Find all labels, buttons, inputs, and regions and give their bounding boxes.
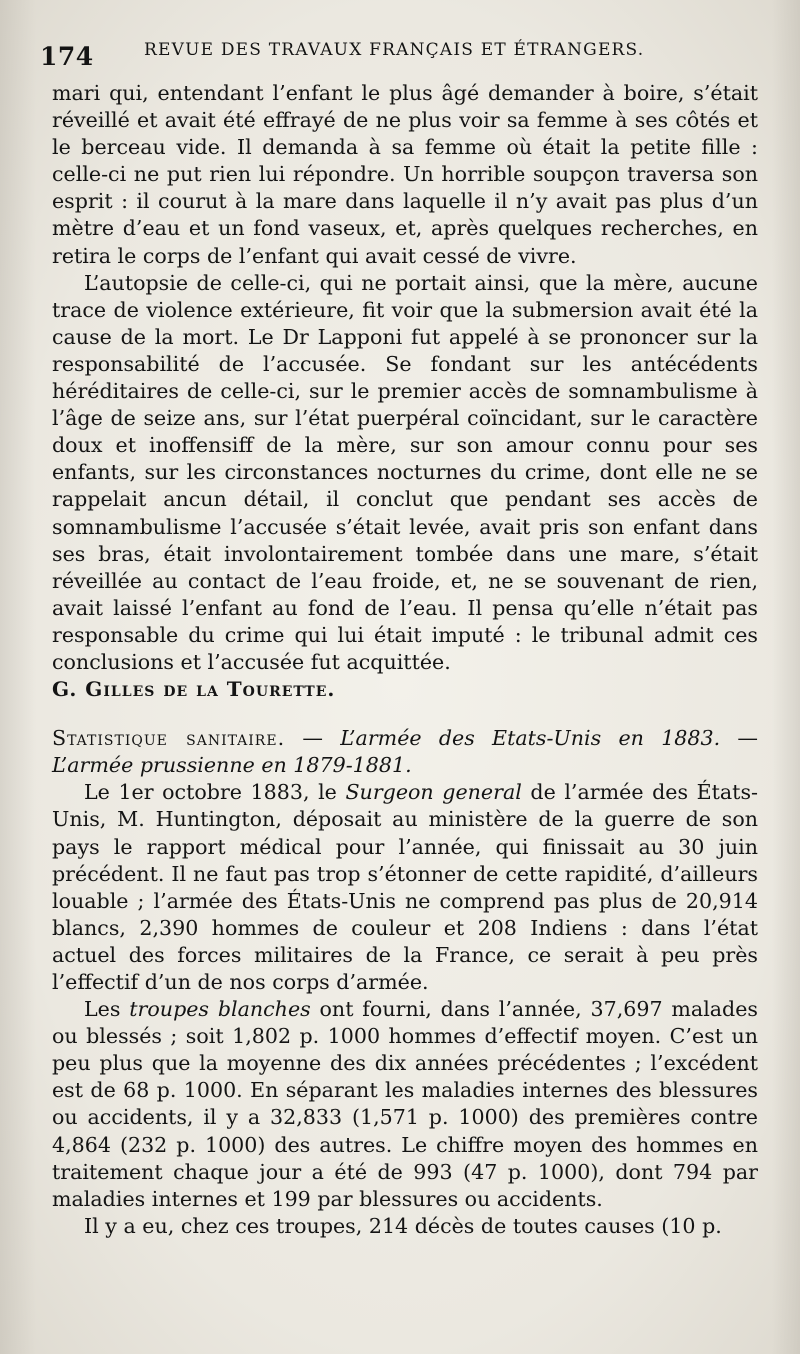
page-header [40, 28, 760, 78]
text-run: Le 1er octobre 1883, le [84, 780, 346, 805]
author-signature: G. Gilles de la Tourette. [52, 677, 336, 702]
text-run-italic: troupes blanches [129, 997, 311, 1022]
section-dash: — [285, 726, 341, 751]
section-dash: — [720, 726, 759, 751]
page-edge-shadow-right [772, 0, 800, 1354]
section-title-prussian-army: L’armée prussienne en 1879-1881. [52, 753, 412, 778]
text-run: de l’armée des États-Unis, M. Huntington, déposait au ministère de la guerre de son pays le rapport médical pour l’année, qui finissait au 30 juin précédent. Il ne faut pas trop s’étonner de cette rapidité, d’ailleurs louable ; l’armée des États-Unis ne comprend pas plus de 20,914 blancs, 2,390 hommes de couleur et 208 Indiens : dans l’état actuel des forces militaires de la France, ce serait à peu près l’effectif d’un de nos corps d’armée. [52, 780, 758, 994]
running-title: REVUE DES TRAVAUX FRANÇAIS ET ÉTRANGERS. [144, 40, 645, 60]
paragraph-deaths: Il y a eu, chez ces troupes, 214 décès de toutes causes (10 p. [84, 1213, 722, 1238]
page-number: 174 [40, 42, 94, 71]
section-label: Statistique sanitaire. [52, 726, 286, 751]
paragraph-autopsy: L’autopsie de celle-ci, qui ne portait ainsi, que la mère, aucune trace de violence extérieure, fit voir que la submersion avait été la cause de la mort. Le Dr Lapponi fut appelé à se prononcer sur la responsabilité de l’accusée. Se fondant sur les antécédents héréditaires de celle-ci, sur le premier accès de somnambulisme à l’âge de seize ans, sur l’état puerpéral coïncidant, sur le caractère doux et inoffensiff de la mère, sur son amour connu pour ses enfants, sur les circonstances nocturnes du crime, dont elle ne se rappelait ancun détail, il conclut que pendant ses accès de somnambulisme l’accusée s’était levée, avait pris son enfant dans ses bras, était involontairement tombée dans une mare, s’était réveillée au contact de l’eau froide, et, ne se souvenant de rien, avait laissé l’enfant au fond de l’eau. Il pensa qu’elle n’était pas responsable du crime qui lui était imputé : le tribunal admit ces conclusions et l’accusée fut acquittée. [52, 270, 758, 674]
paragraph-white-troops [52, 996, 758, 1213]
paragraph-report [52, 779, 758, 996]
section-title-us-army: L’armée des Etats-Unis en 1883. [340, 726, 721, 751]
page-body [52, 80, 758, 1240]
text-run: ont fourni, dans l’année, 37,697 malades ou blessés ; soit 1,802 p. 1000 hommes d’effectif moyen. C’est un peu plus que la moyenne des dix années précédentes ; l’excédent est de 68 p. 1000. En séparant les maladies internes des blessures ou accidents, il y a 32,833 (1,571 p. 1000) des premières contre 4,864 (232 p. 1000) des autres. Le chiffre moyen des hommes en traitement chaque jour a été de 993 (47 p. 1000), dont 794 par maladies internes et 199 par blessures ou accidents. [52, 997, 758, 1211]
text-run: Les [84, 997, 130, 1022]
page-edge-shadow-left [0, 0, 36, 1354]
text-run-italic: Surgeon general [345, 780, 522, 805]
section-heading [52, 725, 758, 779]
paragraph-continuation: mari qui, entendant l’enfant le plus âgé demander à boire, s’était réveillé et avait été effrayé de ne plus voir sa femme à ses côtés et le berceau vide. Il demanda à sa femme où était la petite fille : celle-ci ne put rien lui répondre. Un horrible soupçon traversa son esprit : il courut à la mare dans laquelle il n’y avait pas plus d’un mètre d’eau et un fond vaseux, et, après quelques recherches, en retira le corps de l’enfant qui avait cessé de vivre. [52, 81, 758, 268]
